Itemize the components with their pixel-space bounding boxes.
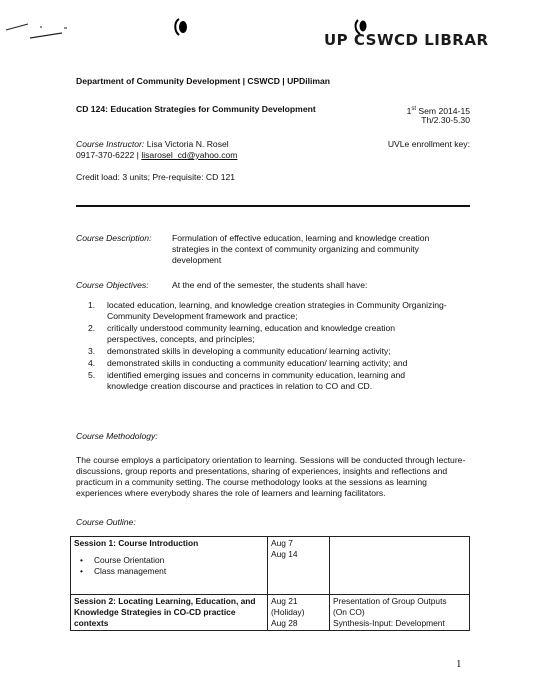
date: Aug 7 [271, 538, 293, 548]
notes-cell [330, 537, 470, 595]
phone: 0917-370-6222 | [76, 150, 142, 160]
objectives-label: Course Objectives: [76, 280, 149, 290]
session-cell [71, 537, 268, 595]
course-title: CD 124: Education Strategies for Community Development [76, 104, 316, 114]
methodology-text: The course employs a participatory orientation to learning. Sessions will be conducted through lecture-discussions, group reports and presentations, sharing of experiences, insights and reflections and practicum in a community setting. The course methodology looks at the sessions as learning experiences where everybody shares the role of learners and learning facilitators. [76, 455, 466, 498]
semester-number: 1 [406, 105, 412, 116]
date: (Holiday) [271, 607, 305, 617]
objective-item: 5. identified emerging issues and concerns in community education, learning and knowledge creation discourse and practices in relation to CO and CD. [88, 370, 406, 391]
schedule: Th/2.30-5.30 [421, 115, 470, 125]
library-stamp: UP CSWCD LIBRAR [324, 31, 489, 49]
objective-item: 4. demonstrated skills in conducting a community education/ learning activity; and [88, 358, 408, 368]
instructor-label: Course Instructor: [76, 139, 145, 149]
semester-year: Sem 2014-15 [416, 105, 470, 116]
objective-item: 2. critically understood community learning, education and knowledge creation perspectives, concepts, and principles; [88, 323, 396, 344]
outline-table [70, 536, 470, 631]
session-title: Session 2: Locating Learning, Education, and Knowledge Strategies in CO-CD practice contexts [74, 596, 256, 628]
objective-item: 3. demonstrated skills in developing a community education/ learning activity; [88, 346, 391, 356]
description-label: Course Description: [76, 233, 152, 243]
note: (On CO) [333, 607, 365, 617]
page-number: 1 [456, 658, 462, 670]
session-bullet: • Course Orientation [80, 555, 264, 566]
session-title: Session 1: Course Introduction [74, 538, 199, 548]
date: Aug 21 [271, 596, 298, 606]
table-row [71, 595, 470, 631]
contact-line [76, 150, 237, 161]
semester-ordinal: st [411, 106, 417, 112]
uvle-key: UVLe enrollment key: [387, 139, 470, 149]
date: Aug 14 [271, 549, 298, 559]
description-text: Formulation of effective education, learning and knowledge creation strategies in the context of community organizing and community development [172, 233, 430, 265]
note: Synthesis-Input: Development [333, 618, 445, 628]
note: Presentation of Group Outputs [333, 596, 447, 606]
session-bullet: • Class management [80, 566, 264, 577]
date-cell [268, 537, 330, 595]
date-cell [268, 595, 330, 631]
instructor-line [76, 139, 229, 150]
session-cell [71, 595, 268, 631]
scan-marks [0, 0, 544, 60]
objective-item: 1. located education, learning, and knowledge creation strategies in Community Organizing-Community Development framework and practice; [88, 300, 447, 321]
methodology-label: Course Methodology: [76, 431, 158, 441]
email-link[interactable]: lisarosel_cd@yahoo.com [141, 150, 238, 160]
instructor-name: Lisa Victoria N. Rosel [146, 139, 229, 149]
objectives-list [88, 300, 448, 393]
date: Aug 28 [271, 618, 298, 628]
credit-line: Credit load: 3 units; Pre-requisite: CD 121 [76, 172, 236, 182]
table-row [71, 537, 470, 595]
objectives-intro: At the end of the semester, the students shall have: [172, 280, 368, 290]
department-line: Department of Community Development | CSWCD | UPDiliman [76, 76, 331, 86]
divider [76, 205, 470, 207]
outline-label: Course Outline: [76, 517, 136, 527]
notes-cell [330, 595, 470, 631]
punch-hole-mark [172, 16, 192, 38]
